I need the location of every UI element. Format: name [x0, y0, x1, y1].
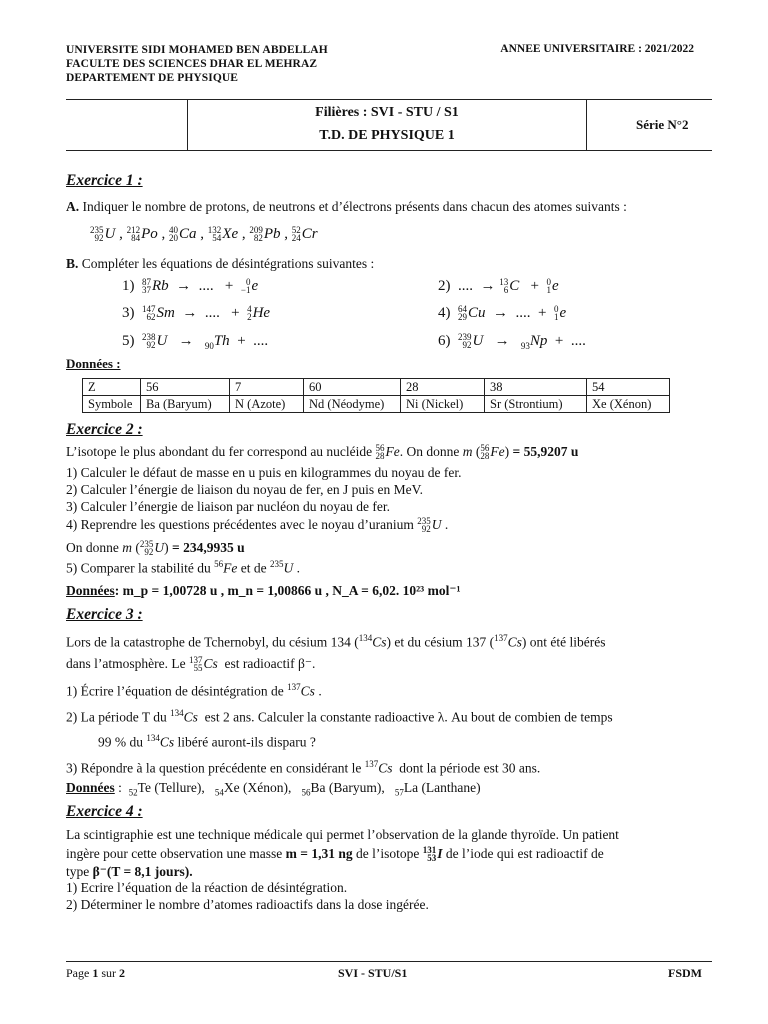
table-cell: Sr (Strontium) — [485, 396, 587, 413]
ex1-part-b — [66, 256, 374, 272]
ex3-question-1: 1) Écrire l’équation de désintégration de $^{137}$Cs . — [66, 682, 322, 699]
table-cell: Ba (Baryum) — [141, 396, 230, 413]
table-cell: 28 — [401, 379, 485, 396]
table-cell: 56 — [141, 379, 230, 396]
part-a-text: Indiquer le nombre de protons, de neutrons et d’électrons présents dans chacun des atomes suivants : — [82, 199, 627, 214]
ex3-l1a: Lors de la catastrophe de Tchernobyl, du césium 134 ( — [66, 634, 359, 650]
ex3-data: Données : $_{52}$Te (Tellure), $_{54}$Xe (Xénon), $_{56}$Ba (Baryum), $_{57}$La (Lanthane) — [66, 780, 481, 798]
page-word: Page — [66, 966, 90, 980]
table-cell: Ni (Nickel) — [401, 396, 485, 413]
z-value: 54 — [214, 787, 224, 798]
ex4-l2a: ingère pour cette observation une masse — [66, 846, 283, 861]
equation-2: 2) .... → 13 6 C + 0 1 e — [438, 277, 559, 296]
nuclide: 40 20 Ca — [169, 225, 197, 244]
ex2-question-3: 3) Calculer l’énergie de liaison par nucléon du noyau de fer. — [66, 499, 391, 514]
ex3-line-1: Lors de la catastrophe de Tchernobyl, du césium 134 ($^{134}$Cs) et du césium 137 ($^{137}$Cs) ont été libérés — [66, 633, 606, 650]
header-top-rule — [66, 99, 712, 100]
ex3-question-2: 2) La période T du $^{134}$Cs est 2 ans. Calculer la constante radioactive λ. Au bout de combien de temps — [66, 708, 613, 725]
ex4-question-1: 1) Ecrire l’équation de la réaction de désintégration. — [66, 880, 348, 895]
ex4-l3a: type — [66, 864, 90, 879]
ex2-question-4: 4) Reprendre les questions précédentes avec le noyau d’uranium 235 92 U . — [66, 516, 449, 535]
ex3-q3b: dont la période est 30 ans. — [399, 760, 541, 776]
table-cell: Z — [83, 379, 141, 396]
equation-4: 4) 64 29 Cu → .... + 0 1 e — [438, 304, 567, 323]
ex3-data-label: Données — [66, 780, 115, 795]
q5-text-a: 5) Comparer la stabilité du — [66, 560, 211, 576]
q5-text-b: et de — [240, 560, 267, 576]
ex2-data-text: : m_p = 1,00728 u , m_n = 1,00866 u , N_A = 6,02. 10²³ mol⁻¹ — [114, 583, 461, 598]
equation-3: 3) 147 62 Sm → .... + 4 2 He — [122, 304, 271, 323]
page-total: 2 — [119, 966, 125, 980]
part-b-text: Compléter les équations de désintégrations suivantes : — [81, 256, 375, 271]
table-cell: 54 — [587, 379, 670, 396]
academic-year: ANNEE UNIVERSITAIRE : 2021/2022 — [500, 43, 694, 55]
exercise-2-title: Exercice 2 : — [66, 421, 143, 438]
ex3-line-2: dans l’atmosphère. Le 137 55 Cs est radioactif β⁻. — [66, 655, 316, 674]
ex2-intro-text-2: . On donne — [399, 444, 460, 459]
ex2-uranium-mass: On donne m ( 235 92 U) = 234,9935 u — [66, 539, 245, 558]
ex3-l2a: dans l’atmosphère. Le — [66, 656, 186, 671]
header-bottom-rule — [66, 150, 712, 151]
ex4-l2b: de l’isotope — [356, 846, 420, 861]
equation-5: 5) 238 92 U → $_{90}$Th + .... — [122, 332, 269, 351]
ex4-l3b: β⁻(T = 8,1 jours). — [92, 864, 193, 879]
ex2-question-2: 2) Calculer l’énergie de liaison du noyau de fer, en J puis en MeV. — [66, 482, 423, 497]
ex3-q3a: 3) Répondre à la question précédente en considérant le — [66, 760, 362, 776]
q4-text: 4) Reprendre les questions précédentes avec le noyau d’uranium — [66, 517, 414, 532]
exercise-3-title: Exercice 3 : — [66, 606, 143, 623]
page-sur: sur — [101, 966, 116, 980]
ex3-question-3: 3) Répondre à la question précédente en considérant le $^{137}$Cs dont la période est 30 ans. — [66, 759, 541, 776]
table-cell: 60 — [304, 379, 401, 396]
part-a-label: A. — [66, 199, 80, 214]
ex3-q2b: est 2 ans. Calculer la constante radioactive λ. Au bout de combien de temps — [204, 709, 613, 725]
institution-block — [66, 43, 328, 85]
table-row — [83, 396, 670, 413]
ex4-line-3 — [66, 864, 193, 880]
serie-number: Série N°2 — [636, 117, 689, 132]
ex4-l2c: de l’iode qui est radioactif de — [445, 846, 604, 861]
table-cell: Nd (Néodyme) — [304, 396, 401, 413]
table-cell: 7 — [230, 379, 304, 396]
table-cell: N (Azote) — [230, 396, 304, 413]
exercise-1-title: Exercice 1 : — [66, 172, 143, 189]
nuclide: 212 84 Po — [126, 225, 158, 244]
nuclide: 209 82 Pb — [249, 225, 281, 244]
z-value: 56 — [301, 787, 311, 798]
z-value: 52 — [128, 787, 138, 798]
page-current: 1 — [92, 966, 99, 980]
nuclide: 132 54 Xe — [207, 225, 239, 244]
on-donne-text: On donne — [66, 540, 119, 555]
ex2-data-label: Données — [66, 583, 115, 598]
elements-table — [82, 378, 670, 413]
nuclide: 52 24 Cr — [291, 225, 318, 244]
ex2-intro-text: L’isotope le plus abondant du fer correspond au nucléide — [66, 444, 373, 459]
ex1-data-label: Données : — [66, 356, 121, 371]
atom-list: 235 92 U , 212 84 Po , 40 20 Ca , 132 54 Xe , 209 82 Pb , 52 24 Cr — [90, 225, 318, 244]
table-cell: Symbole — [83, 396, 141, 413]
ex3-l1c: ) ont été libérés — [521, 634, 606, 650]
ex3-q2d: libéré auront-ils disparu ? — [177, 734, 316, 750]
z-value: 57 — [394, 787, 404, 798]
ex3-l1b: ) et du césium 137 ( — [386, 634, 495, 650]
nuclide: 235 92 U — [90, 225, 116, 244]
td-title: T.D. DE PHYSIQUE 1 — [319, 128, 455, 143]
element-entry: Ba (Baryum), — [310, 780, 385, 795]
faculty-name: FACULTE DES SCIENCES DHAR EL MEHRAZ — [66, 58, 318, 70]
ex4-line-2: ingère pour cette observation une masse m = 1,31 ng de l’isotope 131 53 I de l’iode qui est radioactif de — [66, 845, 604, 864]
ex2-question-5: 5) Comparer la stabilité du $^{56}$Fe et de $^{235}$U . — [66, 559, 300, 576]
element-entry: Te (Tellure), — [137, 780, 205, 795]
part-b-label: B. — [66, 256, 79, 271]
equation-6: 6) 239 92 U → $_{93}$Np + .... — [438, 332, 586, 351]
ex3-q2c: 99 % du — [98, 734, 143, 750]
ex3-q2a: 2) La période T du — [66, 709, 167, 725]
exercise-4-title: Exercice 4 : — [66, 803, 143, 820]
ex2-data — [66, 583, 461, 599]
filieres-label: Filières : SVI - STU / S1 — [315, 105, 459, 120]
ex3-question-2-cont: 99 % du $^{134}$Cs libéré auront-ils disparu ? — [98, 733, 316, 750]
ex4-question-2: 2) Déterminer le nombre d’atomes radioactifs dans la dose ingérée. — [66, 897, 429, 912]
ex2-question-1: 1) Calculer le défaut de masse en u puis en kilogrammes du noyau de fer. — [66, 465, 462, 480]
equation-1: 1) 87 37 Rb → .... + 0 −1 e — [122, 277, 259, 296]
ex3-l2b: est radioactif β⁻. — [224, 656, 316, 671]
ex3-q1-text: 1) Écrire l’équation de désintégration de — [66, 683, 284, 699]
ex2-intro: L’isotope le plus abondant du fer correspond au nucléide 56 28 Fe. On donne m ( 56 28 Fe) = 55,9207 u — [66, 443, 579, 462]
element-entry: La (Lanthane) — [403, 780, 481, 795]
footer-rule — [66, 961, 712, 962]
ex4-mass: m = 1,31 ng — [285, 846, 353, 861]
fe-mass-value: = 55,9207 u — [512, 444, 579, 459]
table-row — [83, 379, 670, 396]
ex4-line-1: La scintigraphie est une technique médicale qui permet l’observation de la glande thyroïde. Un patient — [66, 827, 619, 842]
department-name: DEPARTEMENT DE PHYSIQUE — [66, 72, 239, 84]
footer-right: FSDM — [668, 966, 702, 980]
table-cell: Xe (Xénon) — [587, 396, 670, 413]
page-number — [66, 966, 125, 981]
ex1-part-a — [66, 199, 627, 215]
element-entry: Xe (Xénon), — [223, 780, 292, 795]
u-mass-value: = 234,9935 u — [172, 540, 245, 555]
footer-center: SVI - STU/S1 — [338, 966, 408, 980]
table-cell: 38 — [485, 379, 587, 396]
university-name: UNIVERSITE SIDI MOHAMED BEN ABDELLAH — [66, 44, 328, 56]
